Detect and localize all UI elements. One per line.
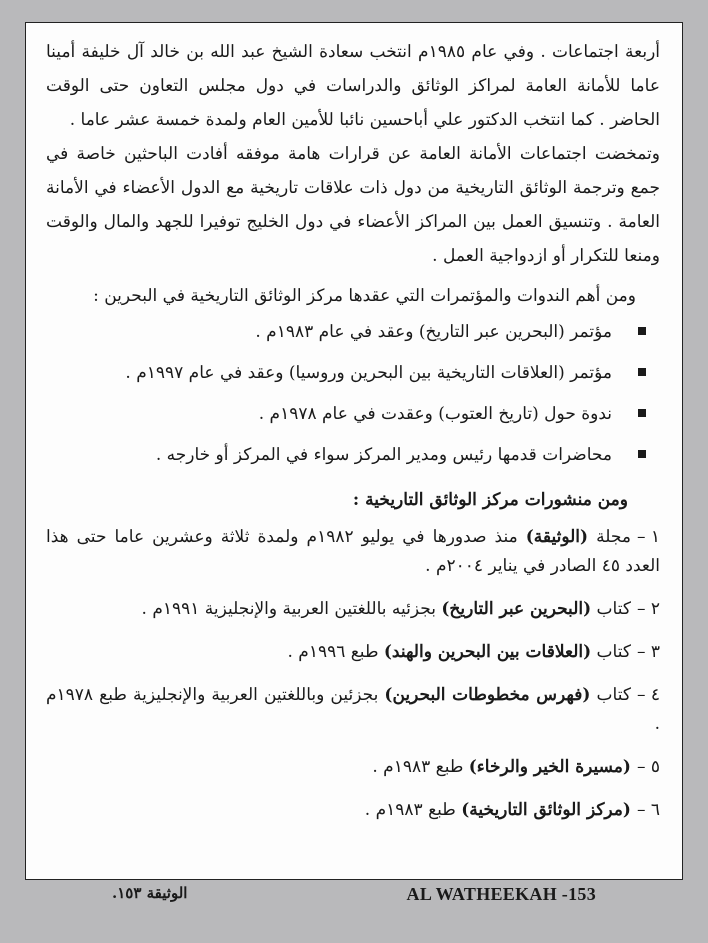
- list-item: ٤ –كتاب (فهرس مخطوطات البحرين) بجزئين وباللغتين العربية والإنجليزية طبع ١٩٧٨م .: [46, 685, 660, 734]
- square-bullet-icon: [638, 409, 646, 417]
- list-item: ٥ –(مسيرة الخير والرخاء) طبع ١٩٨٣م .: [372, 757, 660, 777]
- seminars-list: [46, 319, 660, 468]
- page-footer: [0, 884, 708, 914]
- list-item: ٦ –(مركز الوثائق التاريخية) طبع ١٩٨٣م .: [364, 800, 660, 820]
- list-item: مؤتمر (البحرين عبر التاريخ) وعقد في عام ١٩٨٣م .: [46, 319, 612, 345]
- list-item: ٢ –كتاب (البحرين عبر التاريخ) بجزئيه باللغتين العربية والإنجليزية ١٩٩١م .: [141, 599, 660, 619]
- footer-arabic-page-number: الوثيقة ١٥٣.: [112, 884, 188, 902]
- list-item: مؤتمر (العلاقات التاريخية بين البحرين وروسيا) وعقد في عام ١٩٩٧م .: [46, 360, 612, 386]
- list-item: ندوة حول (تاريخ العتوب) وعقدت في عام ١٩٧٨م .: [46, 401, 612, 427]
- list-item: محاضرات قدمها رئيس ومدير المركز سواء في المركز أو خارجه .: [46, 442, 612, 468]
- page-frame: [25, 22, 683, 880]
- seminars-intro: ومن أهم الندوات والمؤتمرات التي عقدها مركز الوثائق التاريخية في البحرين :: [93, 286, 636, 306]
- footer-english-page-number: AL WATHEEKAH -153: [406, 884, 596, 904]
- publications-list: [46, 523, 660, 825]
- list-item: ١ –مجلة (الوثيقة) منذ صدورها في يوليو ١٩٨٢م ولمدة ثلاثة وعشرين عاما حتى هذا العدد ٤٥ الصادر في يناير ٢٠٠٤م .: [46, 527, 660, 576]
- square-bullet-icon: [638, 368, 646, 376]
- document-body: [46, 35, 660, 839]
- publications-heading: ومن منشورات مركز الوثائق التاريخية :: [352, 490, 628, 510]
- square-bullet-icon: [638, 450, 646, 458]
- paragraph-2: وتمخضت اجتماعات الأمانة العامة عن قرارات هامة موفقه أفادت الباحثين خاصة في جمع وترجمة الوثائق التاريخية من دول ذات علاقات تاريخية مع الدول الأعضاء في الأمانة العامة . وتنسيق العمل بين المراكز الأعضاء في دول الخليج توفيرا للجهد والمال والوقت ومنعا للتكرار أو ازدواجية العمل .: [46, 144, 660, 266]
- square-bullet-icon: [638, 327, 646, 335]
- list-item: ٣ –كتاب (العلاقات بين البحرين والهند) طبع ١٩٩٦م .: [287, 642, 660, 662]
- paragraph-1: أربعة اجتماعات . وفي عام ١٩٨٥م انتخب سعادة الشيخ عبد الله بن خالد آل خليفة أمينا عاما للأمانة العامة لمراكز الوثائق والدراسات في دول مجلس التعاون حتى الوقت الحاضر . كما انتخب الدكتور علي أباحسين نائبا للأمين العام ولمدة خمسة عشر عاما .: [46, 42, 661, 130]
